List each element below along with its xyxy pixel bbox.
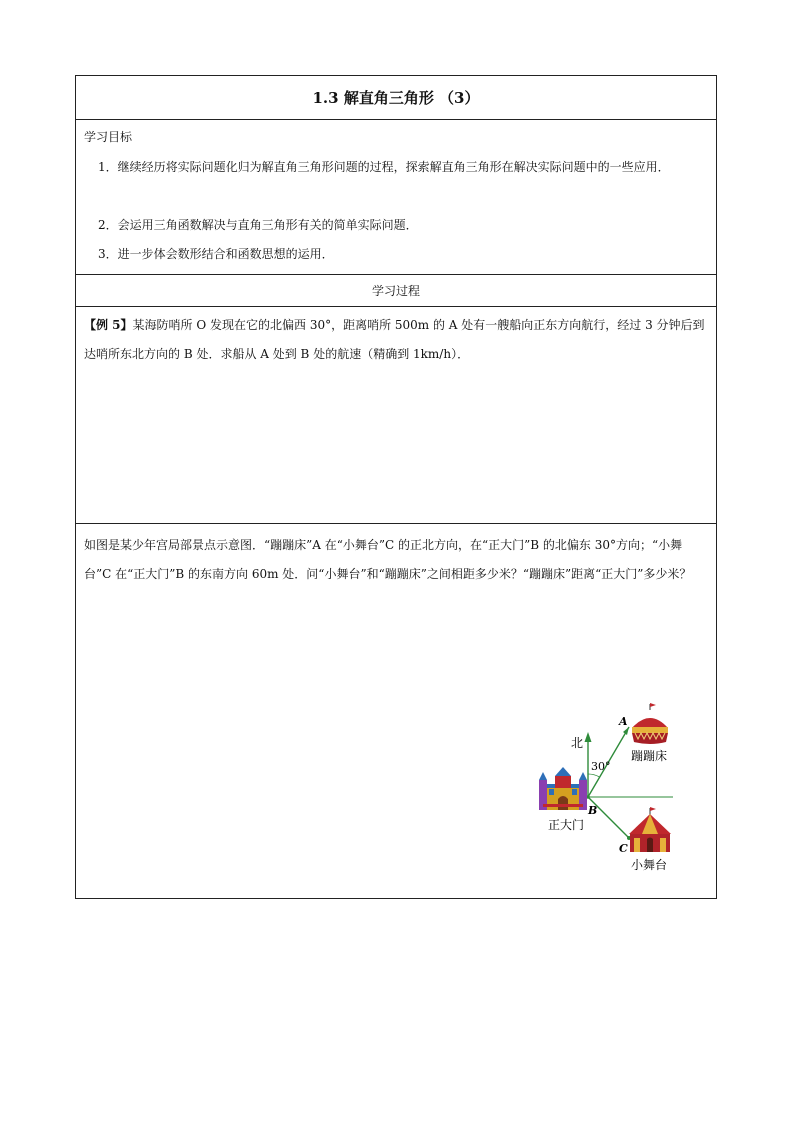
trampoline-icon [632,703,668,744]
north-arrowhead [585,732,592,742]
goal-item-3: 3．进一步体会数形结合和函数思想的运用． [98,247,334,261]
process-row [76,275,716,307]
example-5-text [84,311,708,369]
gate-label: 正大门 [548,818,585,832]
point-c-label: C [619,842,628,855]
stage-label: 小舞台 [631,858,668,872]
point-a-marker [623,727,629,735]
north-label: 北 [571,736,584,750]
stage-icon [629,807,671,852]
page-title: 1.3 解直角三角形 （3） [312,89,480,107]
point-a-label: A [619,715,628,728]
goal-item-1: 1．继续经历将实际问题化归为解直角三角形问题的过程，探索解直角三角形在解决实际问题中的一些应用． [98,160,670,174]
angle-label: 30° [591,760,611,773]
worksheet-table [75,75,717,899]
trampoline-label: 蹦蹦床 [631,749,668,763]
goals-label: 学习目标 [84,130,133,144]
example-5-section [76,307,716,524]
learning-goals-section [76,120,716,275]
example-5-body: 某海防哨所 O 发现在它的北偏西 30°，距离哨所 500m 的 A 处有一艘船向正东方向航行，经过 3 分钟后到达哨所东北方向的 B 处．求船从 A 处到 B 处的航速（精确到 1km/h）． [84,318,705,361]
gate-icon [539,767,587,810]
title-row [76,76,716,120]
problem-section [76,524,716,900]
point-b-label: B [588,804,598,817]
angle-arc [588,774,600,777]
park-diagram [531,624,716,884]
problem-text: 如图是某少年宫局部景点示意图．“蹦蹦床”A 在“小舞台”C 的正北方向，在“正大门”B 的北偏东 30°方向；“小舞台”C 在“正大门”B 的东南方向 60m 处．问“小舞台”和“蹦蹦床”之间相距多少米？“蹦蹦床”距离“正大门”多少米？ [84,538,692,581]
process-label: 学习过程 [371,284,420,298]
goal-item-2: 2．会运用三角函数解决与直角三角形有关的简单实际问题． [98,218,418,232]
example-5-tag: 【例 5】 [84,318,133,332]
